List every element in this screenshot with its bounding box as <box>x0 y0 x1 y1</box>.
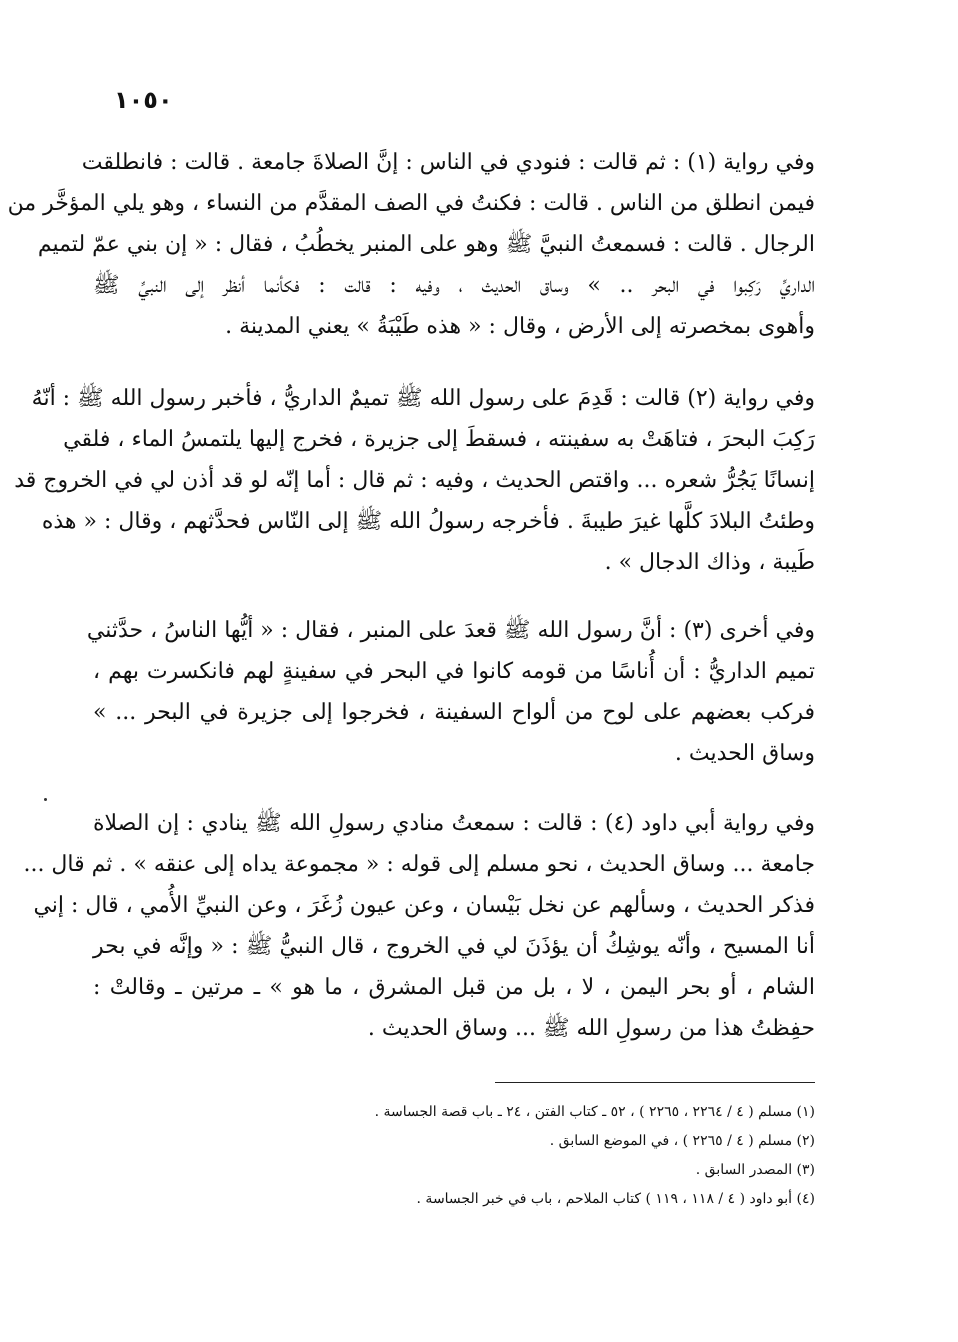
paragraph-4 <box>23 803 815 1049</box>
text-line: وفي رواية (١) : ثم قالت : فنودي في الناس : إنَّ الصلاةَ جامعة . قالت : فانطلقت <box>81 150 815 175</box>
scan-speck <box>44 798 47 801</box>
text-line: إنسانًا يَجُرُّ شعره ... واقتص الحديث ، وفيه : ثم قال : أما إنّه لو قد أذن لي في الخروج قد <box>14 468 815 493</box>
text-line: فيمن انطلق من الناس . قالت : فكنتُ في الصف المقدَّم من النساء ، وهو يلي المؤخَّر من <box>7 191 815 216</box>
text-line: وفي أخرى (٣) : أنَّ رسول الله ﷺ قعدَ على المنبر ، فقال : « أيُّها الناسُ ، حدَّثني <box>86 618 815 643</box>
text-line: تميم الداريُّ : أن أُناسًا من قومه كانوا في البحر في سفينةٍ لهم فانكسرت بهم ، <box>93 659 815 684</box>
footnote-2: (٢) مسلم ( ٤ / ٢٢٦٥ ) ، في الموضع السابق . <box>549 1133 815 1149</box>
text-line: حفِظتُ هذا من رسولِ الله ﷺ ... وساق الحديث . <box>367 1016 815 1041</box>
text-line: أنا المسيح ، وأنّه يوشِكُ أن يؤذَنَ لي في الخروج ، قال النبيُّ ﷺ : « وإنَّه في بحر <box>93 934 815 959</box>
text-line: الشام ، أو بحر اليمن ، لا ، بل من قبل المشرق ، ما هو » ـ مرتين ـ وقالتْ : <box>93 975 815 1000</box>
text-line: وأهوى بمخصرته إلى الأرض ، وقال : « هذه طَيْبَةُ » يعني المدينة . <box>225 314 815 339</box>
text-line: وفي رواية (٢) قالت : قَدِمَ على رسول الله ﷺ تميمٌ الداريُّ ، فأخبر رسول الله ﷺ : أنّهُ <box>31 386 815 411</box>
footnotes <box>300 1098 815 1214</box>
text-line: وطئتُ البلادَ كلَّها غيرَ طيبةَ . فأخرجه رسولُ الله ﷺ إلى النّاس فحدَّثهم ، وقال : « هذه <box>41 509 815 534</box>
footnote-1: (١) مسلم ( ٤ / ٢٢٦٤ ، ٢٢٦٥ ) ، ٥٢ ـ كتاب الفتن ، ٢٤ ـ باب قصة الجساسة . <box>374 1104 815 1120</box>
text-line: فركب بعضهم على لوح من ألواح السفينة ، فخرجوا إلى جزيرة في البحر ... » <box>93 700 815 725</box>
text-line: الداريِّ رَكِبوا في البحر .. » وساق الحديث ، وفيه : قالت : فكأنما أنظر إلى النبيِّ ﷺ <box>93 273 815 298</box>
paragraph-3 <box>86 610 815 774</box>
page-number: ١٠٥٠ <box>114 86 173 114</box>
paragraph-1 <box>7 142 815 347</box>
footnote-3: (٣) المصدر السابق . <box>695 1162 815 1178</box>
text-line: وساق الحديث . <box>674 741 815 766</box>
footnote-4: (٤) أبو داود ( ٤ / ١١٨ ، ١١٩ ) كتاب الملاحم ، باب في خبر الجساسة . <box>416 1191 815 1207</box>
footnote-divider <box>495 1082 815 1083</box>
text-line: الرجال . قالت : فسمعتُ النبيَّ ﷺ وهو على المنبر يخطُبُ ، فقال : « إن بني عمّ لتميم <box>37 232 815 257</box>
paragraph-2 <box>14 378 815 583</box>
text-line: رَكِبَ البحرَ ، فتاهَتْ به سفينته ، فسقطَ إلى جزيرة ، فخرج إليها يلتمسُ الماء ، فلقي <box>63 427 815 452</box>
text-line: وفي رواية أبي داود (٤) : قالت : سمعتُ منادي رسولِ الله ﷺ ينادي : إن الصلاة <box>93 811 815 836</box>
text-line: فذكر الحديث ، وسألهم عن نخل بَيْسان ، وعن عيون زُغَرَ ، وعن النبيِّ الأُمي ، قال : إني <box>33 893 815 918</box>
text-line: جامعة ... وساق الحديث ، نحو مسلم إلى قوله : « مجموعة يداه إلى عنقه » . ثم قال ... <box>23 852 815 877</box>
text-line: طَيبة ، وذاك الدجال » . <box>604 550 815 575</box>
